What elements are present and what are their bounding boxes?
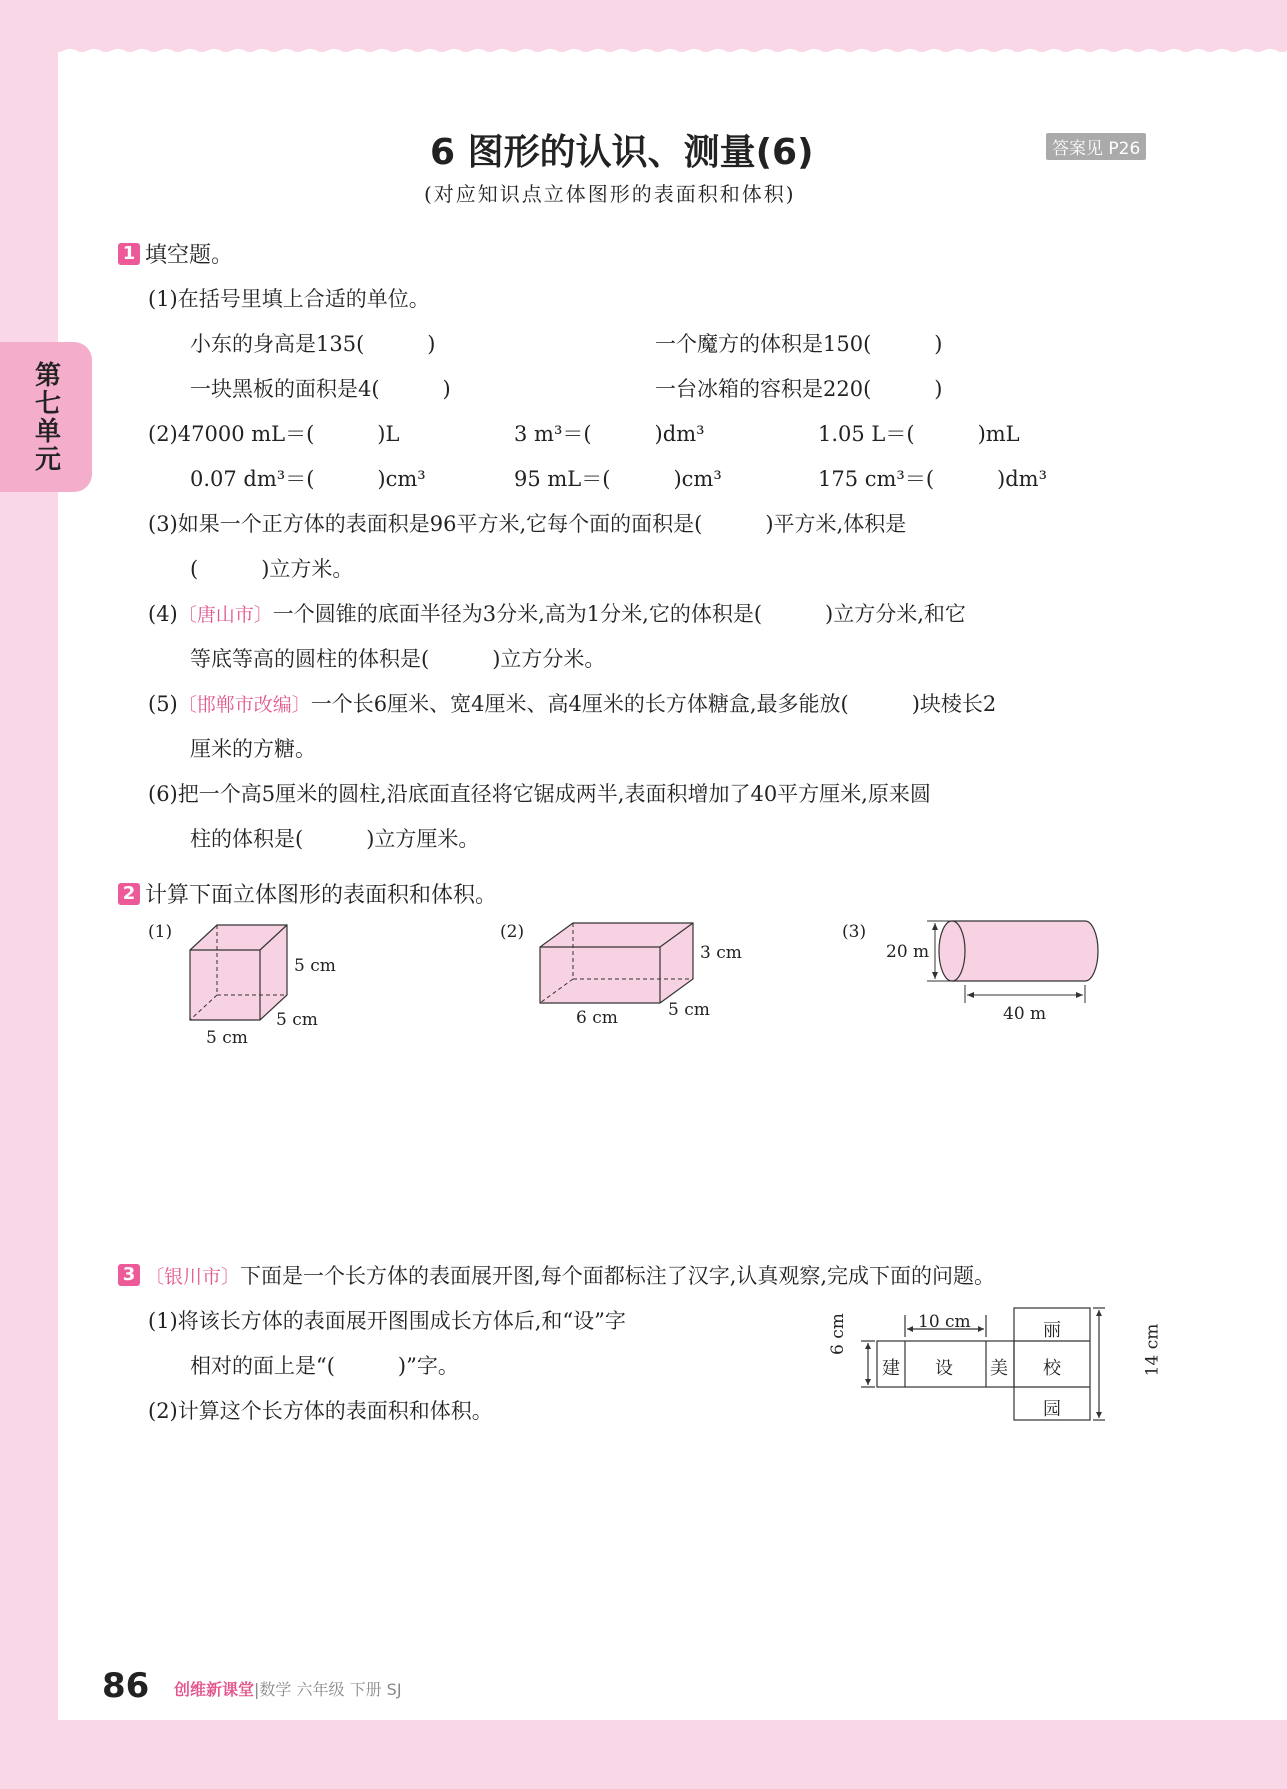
unit-side-tab: [0, 342, 92, 492]
decorative-wave-bottom: [0, 1700, 1287, 1780]
figure-3-label: (3): [842, 922, 867, 942]
section-2-badge: 2: [118, 883, 140, 905]
q2-conversion-c: 1.05 L＝( )mL: [818, 422, 1020, 446]
footer-info: |数学 六年级 下册 SJ: [254, 1680, 402, 1699]
net-face-jian: 建: [882, 1358, 900, 1379]
net-face-she: 设: [935, 1358, 953, 1379]
section-2-title: 计算下面立体图形的表面积和体积。: [145, 883, 498, 908]
net-face-mei: 美: [990, 1358, 1008, 1379]
footer-brand: 创维新课堂: [174, 1680, 255, 1699]
answer-reference-badge: 答案见 P26: [1046, 133, 1146, 160]
q2-conversion-d: 0.07 dm³＝( )cm³: [190, 467, 426, 491]
q3-line-2: ( )立方米。: [190, 557, 354, 581]
page-number: 86: [102, 1666, 150, 1706]
net-top-dimension: 10 cm: [918, 1312, 971, 1332]
net-face-li: 丽: [1043, 1320, 1061, 1341]
q1-item-rubik-volume: 一个魔方的体积是150( ): [655, 332, 943, 356]
q5-source-tag: 〔邯郸市改编〕: [177, 694, 311, 716]
q1-item-fridge-capacity: 一台冰箱的容积是220( ): [655, 377, 943, 401]
cylinder-length-label: 40 m: [1003, 1004, 1047, 1024]
q5-line-2: 厘米的方糖。: [190, 737, 316, 761]
q4-line-1: [148, 598, 966, 628]
section-1-title: 填空题。: [145, 243, 234, 268]
net-face-yuan: 园: [1043, 1399, 1061, 1420]
cuboid-height-label: 3 cm: [700, 943, 742, 963]
cube-bottom-label: 5 cm: [206, 1028, 248, 1048]
q1-item-height: 小东的身高是135( ): [190, 332, 436, 356]
q2-conversion-a: (2)47000 mL＝( )L: [148, 422, 400, 446]
s3-q1-line-1: (1)将该长方体的表面展开图围成长方体后,和“设”字: [148, 1309, 626, 1333]
cylinder-diameter-label: 20 m: [886, 942, 930, 962]
cylinder-figure: [925, 915, 1105, 1015]
q2-conversion-e: 95 mL＝( )cm³: [514, 467, 722, 491]
q5-line-1: [148, 688, 996, 718]
figure-2-label: (2): [500, 922, 525, 942]
section-1-heading: [118, 238, 233, 269]
net-left-dimension: 6 cm: [828, 1313, 848, 1355]
q2-conversion-b: 3 m³＝( )dm³: [514, 422, 705, 446]
q4-line-2: 等底等高的圆柱的体积是( )立方分米。: [190, 647, 606, 671]
cuboid-length-label: 6 cm: [576, 1008, 618, 1028]
section-2-heading: [118, 878, 497, 909]
q2-conversion-f: 175 cm³＝( )dm³: [818, 467, 1048, 491]
footer-text: [174, 1677, 402, 1700]
s3-q2: (2)计算这个长方体的表面积和体积。: [148, 1399, 493, 1423]
s3-q1-line-2: 相对的面上是“( )”字。: [190, 1354, 459, 1378]
q1-item-blackboard-area: 一块黑板的面积是4( ): [190, 377, 451, 401]
net-right-dimension: 14 cm: [1142, 1323, 1163, 1377]
q6-line-2: 柱的体积是( )立方厘米。: [190, 827, 480, 851]
section-3-title: 下面是一个长方体的表面展开图,每个面都标注了汉字,认真观察,完成下面的问题。: [240, 1264, 996, 1288]
q5-text: 一个长6厘米、宽4厘米、高4厘米的长方体糖盒,最多能放( )块棱长2: [310, 692, 997, 716]
unit-side-tab-label: 第七单元: [30, 361, 61, 473]
cuboid-figure: [535, 915, 705, 1010]
page-subtitle: (对应知识点立体图形的表面积和体积): [424, 182, 796, 206]
q4-source-tag: 〔唐山市〕: [177, 604, 273, 626]
q6-line-1: (6)把一个高5厘米的圆柱,沿底面直径将它锯成两半,表面积增加了40平方厘米,原来圆: [148, 782, 931, 806]
q1-intro: (1)在括号里填上合适的单位。: [148, 287, 430, 311]
q4-prefix: (4): [148, 602, 178, 626]
decorative-wave-left: [0, 0, 70, 1789]
section-3-badge: 3: [118, 1264, 140, 1286]
cuboid-width-label: 5 cm: [668, 1000, 710, 1020]
section-3-source-tag: 〔银川市〕: [145, 1265, 241, 1288]
section-3-heading: [118, 1260, 995, 1290]
cube-depth-label: 5 cm: [276, 1010, 318, 1030]
page-title: 6 图形的认识、测量(6): [430, 132, 814, 173]
q3-line-1: (3)如果一个正方体的表面积是96平方米,它每个面的面积是( )平方米,体积是: [148, 512, 907, 536]
section-1-badge: 1: [118, 243, 140, 265]
cube-side-label: 5 cm: [294, 956, 336, 976]
net-face-xiao: 校: [1043, 1358, 1061, 1379]
figure-1-label: (1): [148, 922, 173, 942]
q5-prefix: (5): [148, 692, 178, 716]
q4-text: 一个圆锥的底面半径为3分米,高为1分米,它的体积是( )立方分米,和它: [272, 602, 966, 626]
